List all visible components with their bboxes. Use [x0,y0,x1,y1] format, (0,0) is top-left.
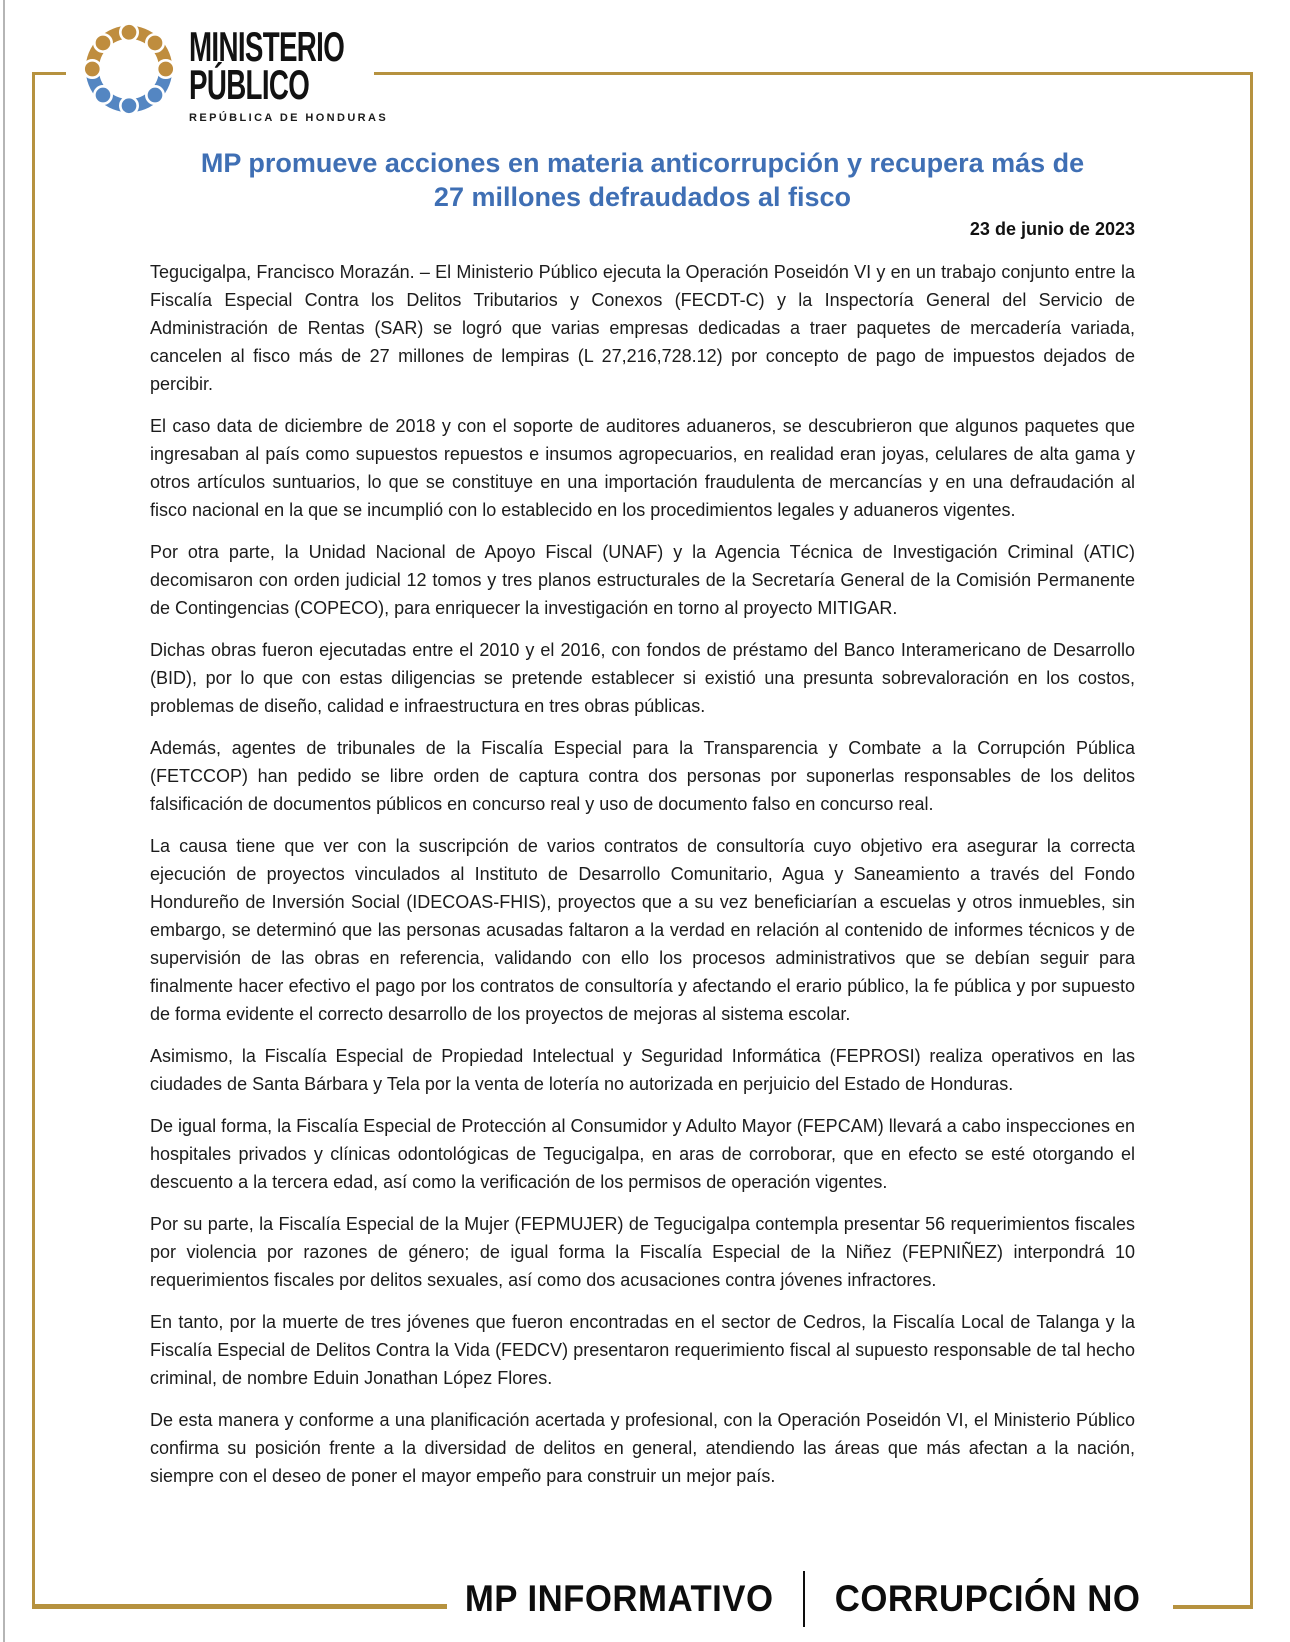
article-paragraph: Tegucigalpa, Francisco Morazán. – El Ministerio Público ejecuta la Operación Poseidón VI y en un trabajo conjunto entre la Fiscalía Especial Contra los Delitos Tributarios y Conexos (FECDT-C) y la Inspectoría General del Servicio de Administración de Rentas (SAR) se logró que varias empresas dedicadas a traer paquetes de mercadería variada, cancelen al fisco más de 27 millones de lempiras (L 27,216,728.12) por concepto de pago de impuestos dejados de percibir. [150,262,1135,394]
org-subtitle: REPÚBLICA DE HONDURAS [189,112,389,124]
gold-frame-right [1250,72,1253,1609]
gold-frame-left [32,72,35,1609]
letterhead [189,23,424,124]
people-circle-logo-icon [78,18,180,120]
article-paragraph: De esta manera y conforme a una planificación acertada y profesional, con la Operación Poseidón VI, el Ministerio Público confirma su posición frente a la diversidad de delitos en general, atendiendo las áreas que más afectan a la nación, siempre con el deseo de poner el mayor empeño para construir un mejor país. [150,1410,1135,1486]
footer-right-label: CORRUPCIÓN NO [834,1578,1141,1619]
article-body [150,258,1135,1504]
article-paragraph: La causa tiene que ver con la suscripción de varios contratos de consultoría cuyo objetivo era asegurar la correcta ejecución de proyectos vinculados al Instituto de Desarrollo Comunitario, Agua y Saneamiento a través del Fondo Hondureño de Inversión Social (IDECOAS-FHIS), proyectos que a su vez beneficiarían a escuelas y otros inmuebles, sin embargo, se determinó que las personas acusadas faltaron a la verdad en relación al contenido de informes técnicos y de supervisión de las obras en referencia, validando con ello los procesos administrativos que se debían seguir para finalmente hacer efectivo el pago por los contratos de consultoría y afectando el erario público, la fe pública y por supuesto de forma evidente el correcto desarrollo de los proyectos de mejoras al sistema escolar. [150,836,1135,1024]
article-paragraph: Por su parte, la Fiscalía Especial de la Mujer (FEPMUJER) de Tegucigalpa contempla presentar 56 requerimientos fiscales por violencia por razones de género; de igual forma la Fiscalía Especial de la Niñez (FEPNIÑEZ) interpondrá 10 requerimientos fiscales por delitos sexuales, así como dos acusaciones contra jóvenes infractores. [150,1214,1135,1290]
article-date: 23 de junio de 2023 [969,219,1135,239]
article-paragraph: Por otra parte, la Unidad Nacional de Apoyo Fiscal (UNAF) y la Agencia Técnica de Investigación Criminal (ATIC) decomisaron con orden judicial 12 tomos y tres planos estructurales de la Secretaría General de la Comisión Permanente de Contingencias (COPECO), para enriquecer la investigación en torno al proyecto MITIGAR. [150,542,1135,618]
article-paragraph: Además, agentes de tribunales de la Fiscalía Especial para la Transparencia y Combate a la Corrupción Pública (FETCCOP) han pedido se libre orden de captura contra dos personas por suponerlas responsables de los delitos falsificación de documentos públicos en concurso real y uso de documento falso en concurso real. [150,738,1135,814]
org-name-line2: PÚBLICO [189,61,310,108]
article-paragraph: Asimismo, la Fiscalía Especial de Propiedad Intelectual y Seguridad Informática (FEPROSI) realiza operativos en las ciudades de Santa Bárbara y Tela por la venta de lotería no autorizada en perjuicio del Estado de Honduras. [150,1046,1135,1094]
article-title-line2: 27 millones defraudados al fisco [433,182,852,212]
page-edge-line [3,0,5,1642]
article-paragraph: El caso data de diciembre de 2018 y con el soporte de auditores aduaneros, se descubrieron que algunos paquetes que ingresaban al país como supuestos repuestos e insumos agropecuarios, en realidad eran joyas, celulares de alta gama y otros artículos suntuarios, lo que se constituye en una importación fraudulenta de mercancías y en una defraudación al fisco nacional en la que se incumplió con lo establecido en los procedimientos legales y aduaneros vigentes. [150,416,1135,520]
article-title-line1: MP promueve acciones en materia anticorrupción y recupera más de [200,148,1085,178]
footer-divider [803,1571,805,1627]
article-paragraph: De igual forma, la Fiscalía Especial de Protección al Consumidor y Adulto Mayor (FEPCAM) llevará a cabo inspecciones en hospitales privados y clínicas odontológicas de Tegucigalpa, en aras de corroborar, que en efecto se esté otorgando el descuento a la tercera edad, así como la verificación de los permisos de operación vigentes. [150,1116,1135,1192]
org-name-line1: MINISTERIO [189,23,345,70]
article-paragraph: En tanto, por la muerte de tres jóvenes que fueron encontradas en el sector de Cedros, la Fiscalía Local de Talanga y la Fiscalía Especial de Delitos Contra la Vida (FEDCV) presentaron requerimiento fiscal al supuesto responsable de tal hecho criminal, de nombre Eduin Jonathan López Flores. [150,1312,1135,1388]
gold-frame-bottom-right-stub [1173,1605,1253,1609]
footer-banner [464,1566,1141,1632]
article-title [150,146,1135,214]
article-paragraph: Dichas obras fueron ejecutadas entre el 2010 y el 2016, con fondos de préstamo del Banco Interamericano de Desarrollo (BID), por lo que con estas diligencias se pretende establecer si existió una presunta sobrevaloración en los costos, problemas de diseño, calidad e infraestructura en tres obras públicas. [150,640,1135,716]
footer-left-label: MP INFORMATIVO [464,1578,774,1619]
gold-frame-bottom-left [32,1604,447,1609]
gold-frame-top [374,72,1253,75]
gold-frame-top-left-stub [32,72,66,75]
